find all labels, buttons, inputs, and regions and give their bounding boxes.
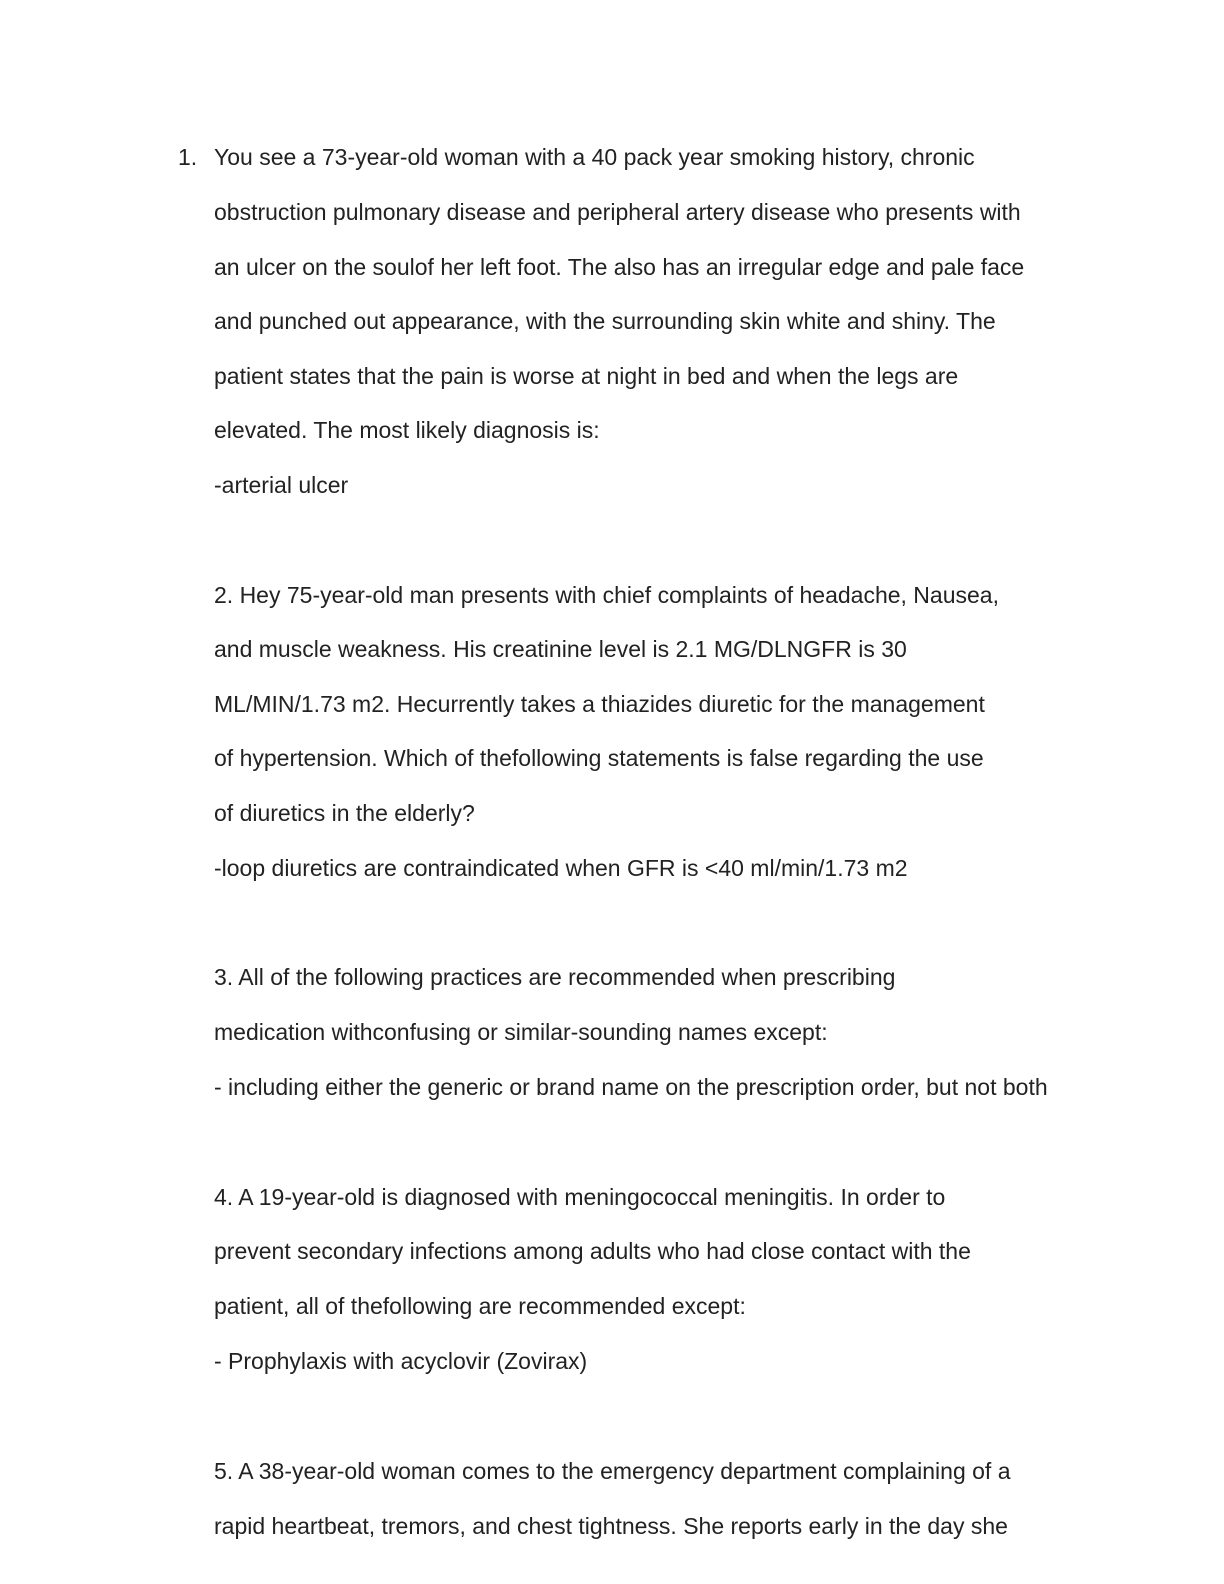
question-5-line-2: rapid heartbeat, tremors, and chest tightness. She reports early in the day she — [214, 1513, 1008, 1539]
list-number: 1. — [178, 144, 198, 170]
question-3-line-2: medication withconfusing or similar-sounding names except: — [214, 1019, 828, 1045]
question-3-answer: - including either the generic or brand name on the prescription order, but not both — [214, 1074, 1048, 1100]
question-1-line-6: elevated. The most likely diagnosis is: — [214, 417, 600, 443]
question-1-line-3: an ulcer on the soulof her left foot. The also has an irregular edge and pale face — [214, 254, 1025, 280]
question-4-line-2: prevent secondary infections among adults who had close contact with the — [214, 1238, 971, 1264]
question-4-line-1: 4. A 19-year-old is diagnosed with meningococcal meningitis. In order to — [214, 1184, 946, 1210]
question-1-line-5: patient states that the pain is worse at night in bed and when the legs are — [214, 363, 959, 389]
question-2-line-4: of hypertension. Which of thefollowing statements is false regarding the use — [214, 745, 984, 771]
question-4-line-3: patient, all of thefollowing are recommended except: — [214, 1293, 746, 1319]
question-2-line-5: of diuretics in the elderly? — [214, 800, 475, 826]
question-2-line-3: ML/MIN/1.73 m2. Hecurrently takes a thiazides diuretic for the management — [214, 691, 985, 717]
question-1-answer: -arterial ulcer — [214, 472, 349, 498]
question-2-line-1: 2. Hey 75-year-old man presents with chief complaints of headache, Nausea, — [214, 582, 999, 608]
question-1-line-1: You see a 73-year-old woman with a 40 pack year smoking history, chronic — [214, 144, 975, 170]
question-3-line-1: 3. All of the following practices are recommended when prescribing — [214, 964, 896, 990]
question-1-line-2: obstruction pulmonary disease and peripheral artery disease who presents with — [214, 199, 1021, 225]
question-1-line-4: and punched out appearance, with the surrounding skin white and shiny. The — [214, 308, 996, 334]
question-4-answer: - Prophylaxis with acyclovir (Zovirax) — [214, 1348, 588, 1374]
question-2-answer: -loop diuretics are contraindicated when GFR is <40 ml/min/1.73 m2 — [214, 855, 908, 881]
question-2-line-2: and muscle weakness. His creatinine level is 2.1 MG/DLNGFR is 30 — [214, 636, 907, 662]
question-5-line-1: 5. A 38-year-old woman comes to the emergency department complaining of a — [214, 1458, 1011, 1484]
